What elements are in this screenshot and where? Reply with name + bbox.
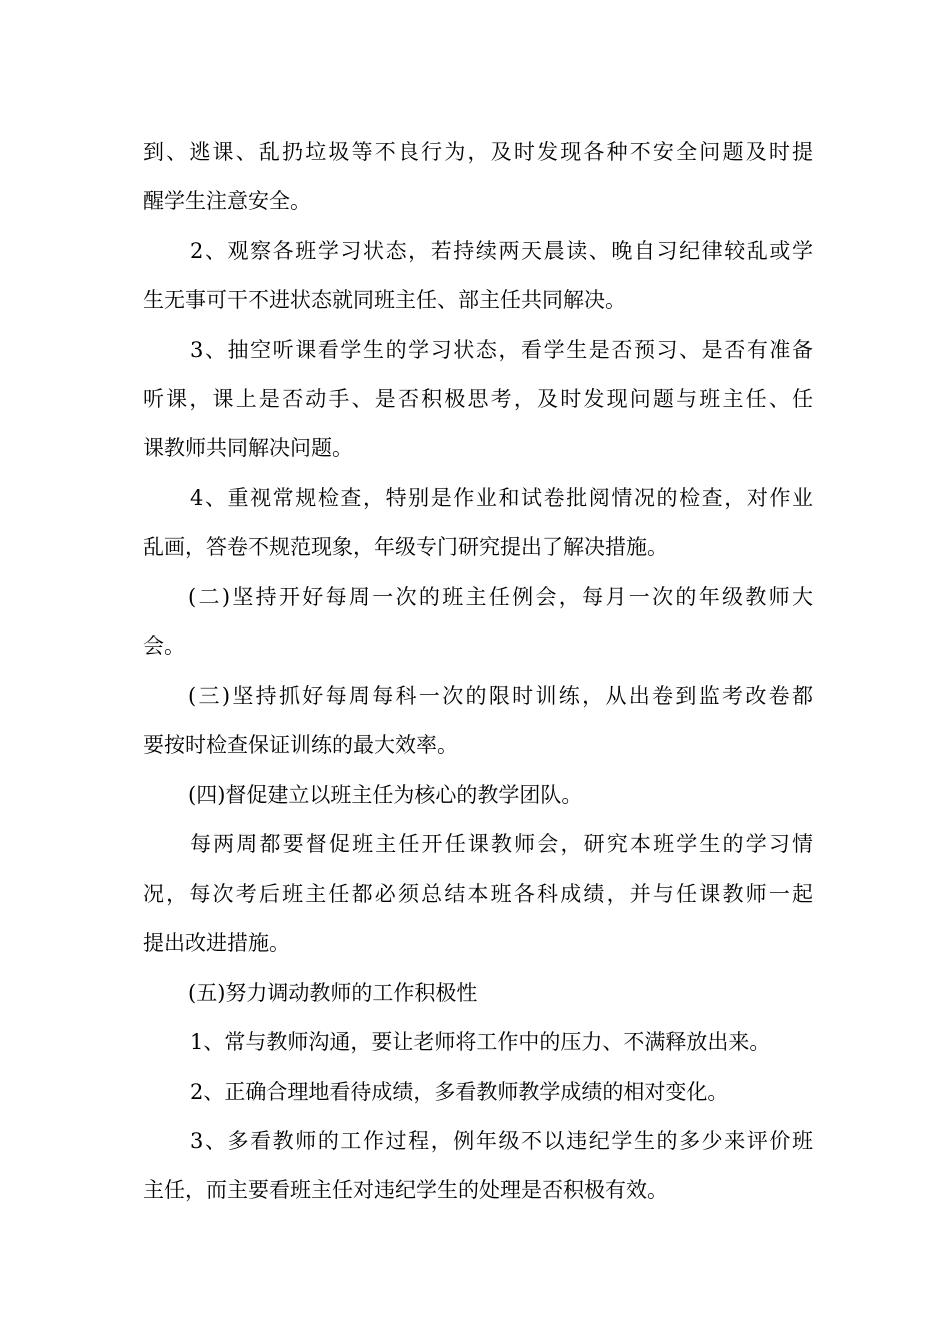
text-line: 2、正确合理地看待成绩，多看教师教学成绩的相对变化。 [190,1080,729,1104]
text-line: 2、观察各班学习状态，若持续两天晨读、晚自习纪律较乱或学 [190,239,813,263]
section-heading: (五)努力调动教师的工作积极性 [188,981,478,1005]
text-line: 4、重视常规检查，特别是作业和试卷批阅情况的检查，对作业 [190,486,813,510]
text-line: 要按时检查保证训练的最大效率。 [143,733,458,757]
text-line: 提出改进措施。 [143,931,290,955]
text-line: 1、常与教师沟通，要让老师将工作中的压力、不满释放出来。 [190,1030,771,1054]
text-line: 乱画，答卷不规范现象，年级专门研究提出了解决措施。 [143,535,668,559]
text-line: (二)坚持开好每周一次的班主任例会，每月一次的年级教师大 [188,585,813,609]
section-heading: (四)督促建立以班主任为核心的教学团队。 [188,783,583,807]
text-line: 会。 [143,634,185,658]
text-line: 生无事可干不进状态就同班主任、部主任共同解决。 [143,288,626,312]
text-line: 听课，课上是否动手、是否积极思考，及时发现问题与班主任、任 [143,387,813,411]
text-line: 到、逃课、乱扔垃圾等不良行为，及时发现各种不安全问题及时提 [143,140,813,164]
text-line: 课教师共同解决问题。 [143,436,353,460]
text-line: 3、抽空听课看学生的学习状态，看学生是否预习、是否有准备 [190,338,813,362]
text-line: 况，每次考后班主任都必须总结本班各科成绩，并与任课教师一起 [143,882,813,906]
text-line: 主任，而主要看班主任对违纪学生的处理是否积极有效。 [143,1178,668,1202]
text-line: 醒学生注意安全。 [143,189,311,213]
text-line: 每两周都要督促班主任开任课教师会，研究本班学生的学习情 [190,832,813,856]
text-line: 3、多看教师的工作过程，例年级不以违纪学生的多少来评价班 [190,1129,813,1153]
text-line: (三)坚持抓好每周每科一次的限时训练，从出卷到监考改卷都 [188,684,813,708]
